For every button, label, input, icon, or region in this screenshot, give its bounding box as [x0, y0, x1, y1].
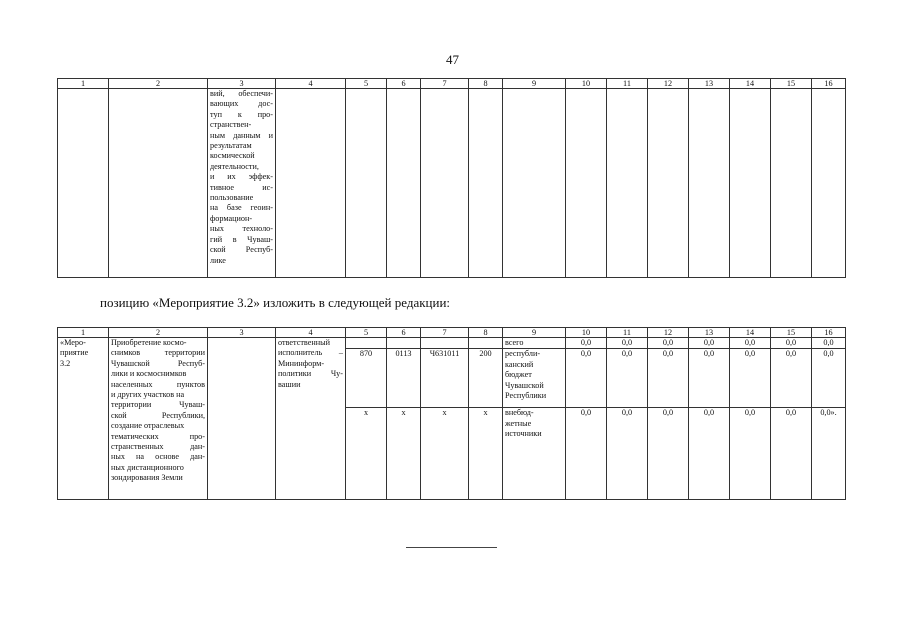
table-continuation: [57, 78, 846, 278]
budget-code-cell: [469, 338, 503, 349]
col-num: 10: [566, 79, 607, 89]
text-line: космической: [210, 151, 255, 161]
budget-code-cell: х: [421, 408, 469, 500]
measure-description-cell: [109, 338, 208, 500]
text-line: ответственный: [278, 338, 331, 347]
text-line: ных дистанционного: [111, 462, 184, 472]
col-num: 7: [421, 79, 469, 89]
text-line: канский: [505, 359, 534, 369]
col-num: 10: [566, 328, 607, 338]
text-line: ных на основе дан-: [111, 452, 205, 462]
col-num: 9: [503, 328, 566, 338]
col-num: 12: [648, 79, 689, 89]
col-num: 9: [503, 79, 566, 89]
budget-code-cell: [346, 338, 387, 349]
text-line: создание отраслевых: [111, 421, 185, 431]
text-line: туп к про-: [210, 109, 273, 119]
task-description-cell: [208, 89, 276, 278]
col-num: 2: [109, 328, 208, 338]
table-row: [58, 89, 846, 278]
value-cell: 0,0: [607, 408, 648, 500]
value-cell: 0,0: [730, 338, 771, 349]
value-cell: 0,0: [566, 408, 607, 500]
text-line: жетные: [505, 418, 532, 428]
text-line: гий в Чуваш-: [210, 234, 273, 244]
amendment-instruction: позицию «Мероприятие 3.2» изложить в следующей редакции:: [100, 295, 451, 310]
text-line: зондирования Земли: [111, 473, 183, 483]
table-row: [58, 338, 846, 349]
text-line: населенных пунктов: [111, 379, 205, 389]
text-line: вашии: [278, 379, 301, 389]
col-num: 2: [109, 79, 208, 89]
text-line: ным данным и: [210, 130, 273, 140]
text-line: 3.2: [60, 358, 71, 368]
budget-code-cell: х: [387, 408, 421, 500]
text-line: тематических про-: [111, 431, 205, 441]
value-cell: 0,0: [566, 349, 607, 408]
col-num: 8: [469, 328, 503, 338]
text-line: деятельности,: [210, 161, 259, 171]
col-num: 13: [689, 328, 730, 338]
text-line: Чувашской Респуб-: [111, 358, 205, 368]
text-line: странствен-: [210, 120, 252, 130]
col-num: 15: [771, 328, 812, 338]
text-line: Чувашской: [505, 380, 544, 390]
text-line: лики и космоснимков: [111, 369, 187, 379]
text-line: политики Чу-: [278, 369, 343, 379]
col-num: 8: [469, 79, 503, 89]
budget-code-cell: [421, 338, 469, 349]
text-line: источники: [505, 429, 542, 439]
text-line: снимков территории: [111, 348, 205, 358]
text-line: республи-: [505, 349, 541, 359]
col-num: 12: [648, 328, 689, 338]
col-num: 1: [58, 328, 109, 338]
budget-code-cell: х: [469, 408, 503, 500]
text-line: результатам: [210, 141, 252, 151]
text-line: и их эффек-: [210, 172, 273, 182]
col-num: 14: [730, 328, 771, 338]
value-cell: 0,0: [730, 349, 771, 408]
text-line: ской Респуб-: [210, 245, 273, 255]
col-num: 7: [421, 328, 469, 338]
value-cell: 0,0: [648, 338, 689, 349]
value-cell: 0,0».: [812, 408, 846, 500]
value-cell: 0,0: [607, 338, 648, 349]
value-cell: 0,0: [689, 349, 730, 408]
col-num: 15: [771, 79, 812, 89]
text-line: исполнитель –: [278, 348, 343, 358]
column-number-header: [58, 328, 846, 338]
col-num: 5: [346, 79, 387, 89]
value-cell: 0,0: [771, 349, 812, 408]
col-num: 13: [689, 79, 730, 89]
text-line: Мининформ-: [278, 358, 325, 368]
text-line: и других участков на: [111, 390, 185, 400]
col-num: 6: [387, 79, 421, 89]
text-line: бюджет: [505, 370, 532, 380]
text-line: странственных дан-: [111, 442, 205, 452]
funding-source-cell: [503, 349, 566, 408]
value-cell: 0,0: [730, 408, 771, 500]
value-cell: 0,0: [648, 408, 689, 500]
col-num: 1: [58, 79, 109, 89]
text-line: вающих дос-: [210, 99, 273, 109]
text-line: Республики: [505, 391, 547, 401]
budget-code-cell: [387, 338, 421, 349]
value-cell: 0,0: [566, 338, 607, 349]
value-cell: 0,0: [648, 349, 689, 408]
text-line: ской Республики,: [111, 410, 205, 420]
empty-cell: [208, 338, 276, 500]
text-line: формацион-: [210, 213, 253, 223]
measure-number-cell: [58, 338, 109, 500]
col-num: 3: [208, 79, 276, 89]
executor-cell: [276, 338, 346, 500]
text-line: вий, обеспечи-: [210, 89, 273, 98]
col-num: 3: [208, 328, 276, 338]
value-cell: 0,0: [607, 349, 648, 408]
col-num: 6: [387, 328, 421, 338]
col-num: 4: [276, 328, 346, 338]
text-line: всего: [505, 338, 524, 347]
col-num: 14: [730, 79, 771, 89]
value-cell: 0,0: [771, 338, 812, 349]
col-num: 11: [607, 79, 648, 89]
col-num: 16: [812, 79, 846, 89]
budget-code-cell: Ч631011: [421, 349, 469, 408]
value-cell: 0,0: [812, 338, 846, 349]
text-line: пользование: [210, 193, 254, 203]
funding-source-cell: [503, 408, 566, 500]
budget-code-cell: 0113: [387, 349, 421, 408]
budget-code-cell: 200: [469, 349, 503, 408]
text-line: ных техноло-: [210, 224, 273, 234]
value-cell: 0,0: [689, 338, 730, 349]
table-measure-3-2: [57, 327, 846, 500]
text-line: внебюд-: [505, 408, 534, 418]
col-num: 5: [346, 328, 387, 338]
value-cell: 0,0: [771, 408, 812, 500]
text-line: тивное ис-: [210, 182, 273, 192]
text-line: Приобретение космо-: [111, 338, 187, 347]
funding-source-cell: [503, 338, 566, 349]
text-line: «Меро-: [60, 338, 86, 347]
col-num: 16: [812, 328, 846, 338]
text-line: территории Чуваш-: [111, 400, 205, 410]
text-line: на базе геоин-: [210, 203, 273, 213]
col-num: 4: [276, 79, 346, 89]
budget-code-cell: х: [346, 408, 387, 500]
value-cell: 0,0: [812, 349, 846, 408]
budget-code-cell: 870: [346, 349, 387, 408]
text-line: приятие: [60, 348, 89, 358]
footer-rule: [406, 547, 497, 548]
value-cell: 0,0: [689, 408, 730, 500]
page-number: 47: [446, 52, 459, 67]
col-num: 11: [607, 328, 648, 338]
text-line: лике: [210, 255, 226, 265]
column-number-header: [58, 79, 846, 89]
